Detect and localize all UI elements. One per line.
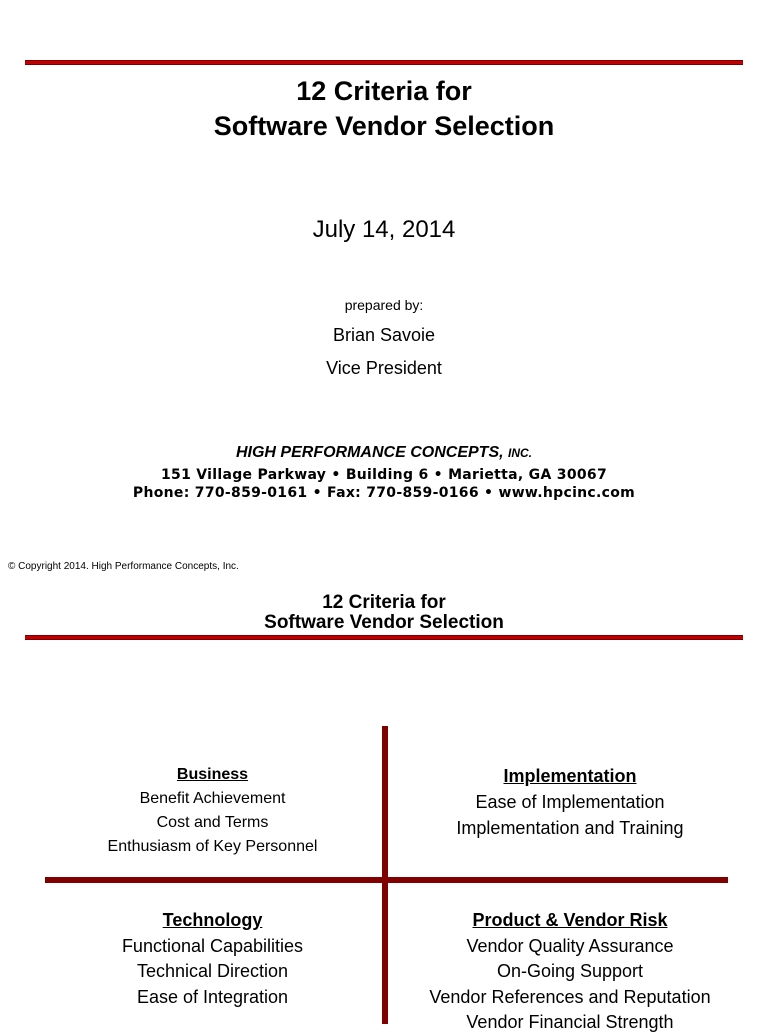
cover-title — [0, 74, 768, 144]
top-rule — [25, 60, 743, 65]
criteria-item: On-Going Support — [496, 961, 644, 981]
company-contact: Phone: 770-859-0161 • Fax: 770-859-0166 • www.hpcinc.com — [132, 485, 636, 501]
quadrant-heading: Product & Vendor Risk — [472, 910, 668, 930]
quadrant-heading: Business — [176, 766, 249, 783]
cover-date: July 14, 2014 — [312, 216, 456, 243]
criteria-item: Vendor Financial Strength — [466, 1012, 674, 1032]
cover-title-line1: 12 Criteria for — [296, 76, 472, 106]
criteria-item: Functional Capabilities — [121, 935, 304, 956]
criteria-item: Enthusiasm of Key Personnel — [107, 838, 318, 855]
company-name — [0, 444, 768, 462]
matrix-title-line1: 12 Criteria for — [322, 592, 446, 613]
quadrant-business — [55, 763, 370, 859]
quadrant-product-vendor-risk — [395, 908, 745, 1036]
author-name: Brian Savoie — [332, 325, 436, 345]
matrix-title-line2: Software Vendor Selection — [264, 612, 504, 633]
prepared-by-label: prepared by: — [344, 297, 424, 313]
copyright-notice: © Copyright 2014. High Performance Concepts, Inc. — [8, 561, 239, 572]
cover-title-line2: Software Vendor Selection — [213, 111, 555, 141]
quadrant-technology — [55, 908, 370, 1010]
matrix-title — [0, 593, 768, 633]
criteria-item: Ease of Integration — [136, 986, 289, 1007]
criteria-item: Implementation and Training — [456, 818, 684, 838]
criteria-item: Vendor References and Reputation — [429, 986, 711, 1007]
author-role: Vice President — [326, 358, 442, 378]
criteria-item: Technical Direction — [136, 961, 289, 981]
criteria-item: Cost and Terms — [156, 814, 269, 831]
criteria-item: Benefit Achievement — [139, 790, 286, 807]
quadrant-implementation — [395, 763, 745, 841]
company-name-text: HIGH PERFORMANCE CONCEPTS, — [235, 444, 504, 461]
vertical-divider — [382, 726, 388, 1024]
criteria-item: Ease of Implementation — [475, 792, 665, 812]
company-address: 151 Village Parkway • Building 6 • Marietta, GA 30067 — [160, 467, 607, 483]
criteria-item: Vendor Quality Assurance — [466, 935, 674, 956]
company-suffix: INC. — [508, 446, 533, 460]
horizontal-divider — [45, 877, 728, 883]
quadrant-heading: Technology — [162, 910, 263, 930]
matrix-rule — [25, 635, 743, 640]
quadrant-heading: Implementation — [503, 766, 637, 786]
